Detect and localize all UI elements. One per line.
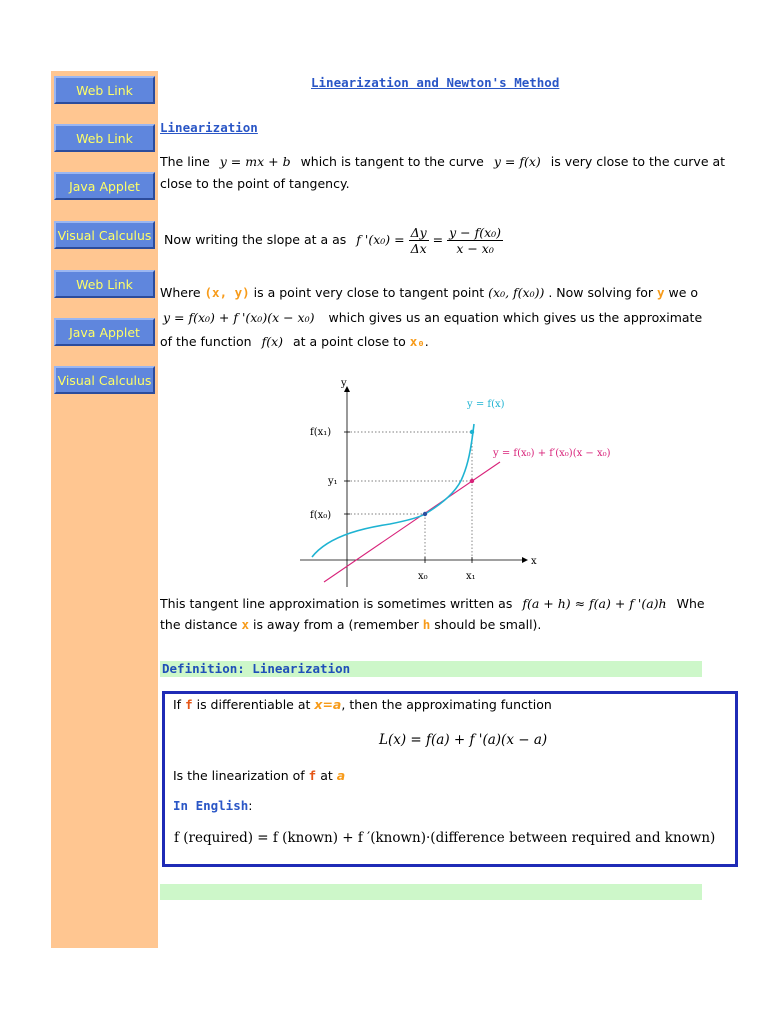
text: is away from a (remember	[252, 617, 419, 632]
java-applet-button[interactable]: Java Applet	[54, 318, 155, 346]
text: .	[424, 334, 429, 349]
tangent-label: y = f(x₀) + f′(x₀)(x − x₀)	[493, 448, 611, 459]
sidebar	[51, 71, 158, 948]
text: If	[173, 697, 182, 712]
text: should be small).	[434, 617, 542, 632]
paragraph-approximation	[160, 596, 705, 612]
section-heading[interactable]: Linearization	[160, 120, 258, 135]
text: is very close to the curve at	[550, 154, 726, 169]
equation: y = f(x)	[493, 154, 541, 169]
visual-calculus-button[interactable]: Visual Calculus	[54, 221, 155, 249]
tick-label-fx1: f(x₁)	[310, 427, 332, 438]
curve	[312, 424, 474, 557]
text: is differentiable at	[196, 697, 311, 712]
linearization-formula: L(x) = f(a) + f '(a)(x − a)	[379, 732, 548, 748]
denominator: x − x₀	[456, 241, 494, 256]
highlight: a	[336, 768, 346, 783]
paragraph-equation	[163, 310, 702, 326]
definition-line1	[173, 697, 552, 713]
text: The line	[160, 154, 210, 169]
fraction	[447, 225, 503, 256]
text: at	[320, 768, 333, 783]
highlight: f	[308, 768, 317, 783]
paragraph-where	[160, 285, 698, 301]
denominator: Δx	[410, 241, 427, 256]
tick-label-x0: x₀	[418, 571, 428, 582]
tick-label-x1: x₁	[466, 571, 476, 582]
text: Is the linearization of	[173, 768, 305, 783]
definition-box	[162, 691, 738, 867]
highlight: f	[185, 697, 193, 712]
text: of the function	[160, 334, 252, 349]
curve-label: y = f(x)	[467, 399, 505, 410]
text: we o	[668, 285, 699, 300]
numerator: Δy	[410, 225, 427, 240]
main-content	[160, 0, 768, 1024]
x-axis-arrow	[522, 557, 528, 563]
highlight: (x, y)	[204, 285, 250, 300]
equation: f '(x₀) =	[356, 232, 405, 247]
tangent-point	[470, 479, 474, 483]
tick-marks	[344, 432, 472, 563]
web-link-button[interactable]: Web Link	[54, 270, 155, 298]
paragraph-distance	[160, 617, 541, 633]
highlight: x=a	[314, 697, 342, 712]
text: which gives us an equation which gives us the approximate	[328, 310, 703, 325]
numerator: y − f(x₀)	[449, 225, 502, 240]
text: :	[248, 798, 253, 813]
x-axis-label: x	[531, 556, 537, 567]
text: , then the approximating function	[341, 697, 552, 712]
highlight: h	[422, 617, 431, 632]
paragraph-function	[160, 334, 429, 350]
text: which is tangent to the curve	[300, 154, 484, 169]
definition-heading: Definition: Linearization	[162, 661, 351, 676]
english-formula: f (required) = f (known) + f ′(known)·(difference between required and known)	[174, 830, 716, 846]
tangency-point	[423, 512, 427, 516]
guide-lines	[347, 432, 472, 560]
visual-calculus-button[interactable]: Visual Calculus	[54, 366, 155, 394]
bottom-bar	[160, 884, 702, 900]
web-link-button[interactable]: Web Link	[54, 76, 155, 104]
paragraph-tangent-line	[160, 154, 725, 170]
equation: y = mx + b	[219, 154, 291, 169]
page-title[interactable]: Linearization and Newton's Method	[311, 75, 560, 90]
equation: (x₀, f(x₀))	[488, 285, 545, 300]
in-english-label	[173, 798, 252, 814]
equation: f(a + h) ≈ f(a) + f '(a)h	[522, 596, 667, 611]
definition-line2	[173, 768, 345, 784]
definition-heading-bar	[160, 661, 702, 677]
equation: f(x)	[261, 334, 283, 349]
text: close to the point of tangency.	[160, 176, 350, 191]
fraction	[409, 225, 429, 256]
paragraph-slope: Now writing the slope at a as f '(x₀) = $\frac{\Delta y}{\Delta x}$ = $\frac{\text{y − f(x₀)}}{\text{x − x₀}}$	[164, 225, 502, 256]
text: Whe	[676, 596, 705, 611]
text: at a point close to	[292, 334, 406, 349]
highlight: y	[657, 285, 665, 300]
text: Where	[160, 285, 201, 300]
text: This tangent line approximation is sometimes written as	[160, 596, 513, 611]
y-axis-label: y	[341, 378, 347, 389]
highlight: x₀	[409, 334, 425, 349]
text: is a point very close to tangent point	[253, 285, 485, 300]
text: . Now solving for	[548, 285, 654, 300]
text: Now writing the slope at a as	[164, 232, 347, 247]
web-link-button[interactable]: Web Link	[54, 124, 155, 152]
java-applet-button[interactable]: Java Applet	[54, 172, 155, 200]
tick-label-fx0: f(x₀)	[310, 510, 332, 521]
tick-label-y1: y₁	[328, 476, 338, 487]
curve-point	[470, 430, 474, 434]
equation: y = f(x₀) + f '(x₀)(x − x₀)	[163, 310, 315, 325]
highlight: x	[241, 617, 249, 632]
linearization-graph	[300, 372, 660, 592]
text: In English	[173, 798, 249, 813]
text: the distance	[160, 617, 238, 632]
